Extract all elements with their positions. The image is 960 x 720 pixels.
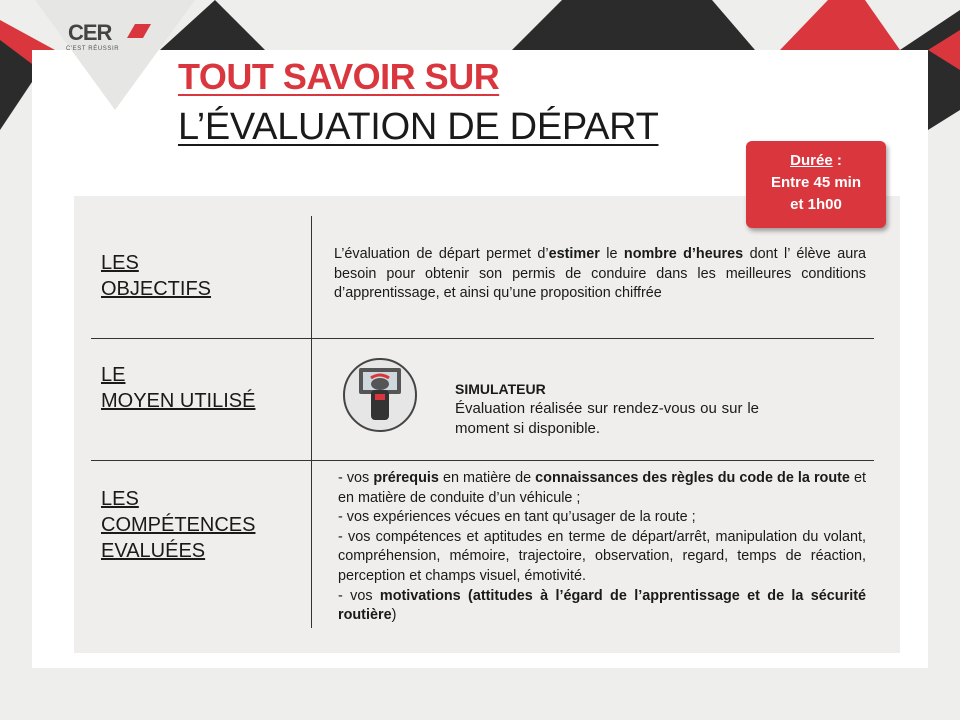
- row-label-objectifs: [101, 250, 211, 302]
- logo-tagline: C'EST RÉUSSIR: [66, 46, 120, 52]
- text-segment: ): [391, 607, 397, 624]
- text-segment: - vos compétences et aptitudes en terme de départ/arrêt, manipulation du volant, compréhension, mémoire, trajectoire, observation, regard, temps de réaction, perception et champs visuel, émotivité.: [338, 528, 866, 584]
- row-label-moyen-line2: MOYEN UTILISÉ: [101, 390, 256, 412]
- logo-brand: CER: [68, 20, 112, 45]
- text-segment: dont l’ élève aura besoin pour obtenir son permis de conduire dans les meilleures conditions d’apprentissage, et ainsi qu’une proposition chiffrée: [334, 246, 866, 302]
- row-label-objectifs-line2: OBJECTIFS: [101, 278, 212, 300]
- text-segment: estimer: [548, 246, 600, 262]
- page-title-line1: TOUT SAVOIR SUR: [178, 56, 500, 97]
- competences-text: [338, 469, 866, 626]
- text-segment: - vos: [338, 470, 374, 486]
- simulator-icon: [343, 358, 417, 432]
- table-row-divider-2: [91, 460, 874, 461]
- objectifs-text: [334, 245, 866, 304]
- text-segment: nombre d’heures: [623, 246, 744, 262]
- page-title-line2: L’ÉVALUATION DE DÉPART: [178, 106, 659, 148]
- bg-triangle-dark-top-right: [512, 0, 755, 50]
- row-label-moyen-line1: LE: [101, 364, 126, 386]
- row-label-objectifs-line1: LES: [101, 252, 139, 274]
- duration-label: Durée: [790, 152, 833, 169]
- duration-value-line1: Entre 45 min: [770, 174, 862, 191]
- row-label-competences: [101, 486, 255, 564]
- row-label-competences-line3: EVALUÉES: [101, 540, 206, 562]
- text-segment: en matière de: [438, 470, 536, 486]
- row-label-competences-line2: COMPÉTENCES: [101, 514, 256, 536]
- table-row-divider-1: [91, 338, 874, 339]
- text-segment: - vos: [338, 587, 380, 604]
- bg-triangle-red-right: [780, 0, 900, 50]
- text-segment: connaissances des règles du code de la route: [535, 470, 850, 486]
- text-segment: prérequis: [373, 470, 439, 486]
- moyen-heading: SIMULATEUR: [455, 381, 546, 397]
- text-segment: le: [599, 246, 624, 262]
- table-vertical-divider: [311, 216, 312, 628]
- row-label-competences-line1: LES: [101, 488, 139, 510]
- duration-colon: :: [832, 152, 842, 169]
- logo-badge: [35, 0, 195, 115]
- duration-badge: [746, 141, 886, 228]
- text-segment: - vos expériences vécues en tant qu’usager de la route ;: [338, 509, 696, 526]
- row-label-moyen: [101, 362, 255, 414]
- text-segment: motivations (attitudes à l’égard de l’apprentissage et de la sécurité routière: [338, 587, 866, 624]
- moyen-text: Évaluation réalisée sur rendez-vous ou sur le moment si disponible.: [455, 400, 759, 437]
- duration-value-line2: et 1h00: [790, 196, 842, 213]
- text-segment: et en matière de conduite d’un véhicule ;: [338, 470, 867, 506]
- text-segment: L’évaluation de départ permet d’: [334, 246, 549, 262]
